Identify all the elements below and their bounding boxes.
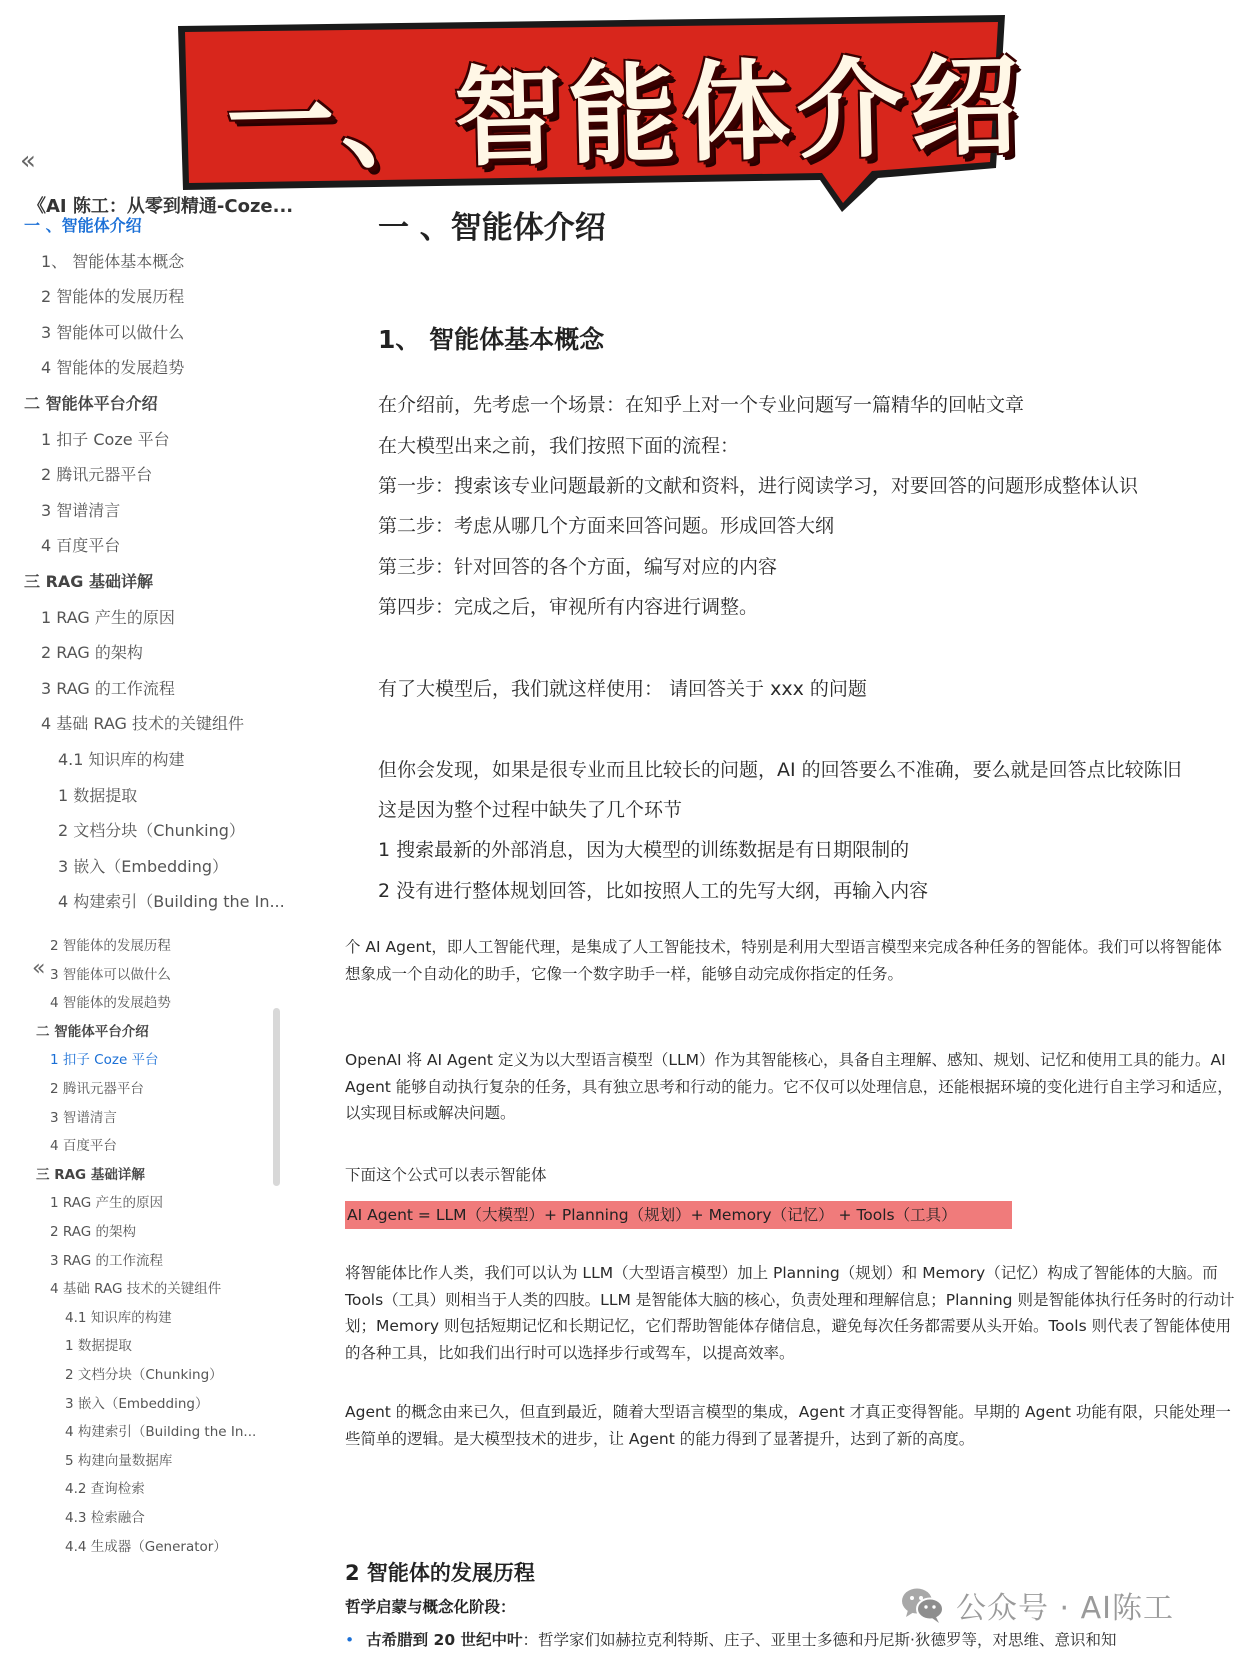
- outline-item[interactable]: 1、 智能体基本概念: [41, 251, 185, 271]
- outline-item[interactable]: 4.1 知识库的构建: [58, 750, 185, 769]
- formula-highlight: AI Agent = LLM（大模型）+ Planning（规划）+ Memory（记忆） + Tools（工具）: [345, 1201, 1012, 1229]
- outline-item[interactable]: 3 RAG 的工作流程: [41, 678, 175, 698]
- outline-item[interactable]: 3 智能体可以做什么: [50, 966, 171, 983]
- outline-item[interactable]: 2 腾讯元器平台: [41, 465, 153, 485]
- outline-item[interactable]: 3 嵌入（Embedding）: [65, 1395, 209, 1412]
- paragraph: 第二步：考虑从哪几个方面来回答问题。形成回答大纲: [378, 515, 835, 537]
- outline-item[interactable]: 2 RAG 的架构: [50, 1224, 136, 1240]
- paragraph: 2 没有进行整体规划回答，比如按照人工的先写大纲，再输入内容: [378, 880, 929, 902]
- outline-item[interactable]: 4 百度平台: [50, 1138, 117, 1155]
- outline-item[interactable]: 4 百度平台: [41, 536, 121, 556]
- outline-item[interactable]: 1 扣子 Coze 平台: [50, 1052, 159, 1069]
- outline-item[interactable]: 3 智谱清言: [50, 1109, 117, 1126]
- outline-item[interactable]: 2 腾讯元器平台: [50, 1081, 144, 1097]
- paragraph: 第四步：完成之后，审视所有内容进行调整。: [378, 596, 759, 618]
- paragraph: 将智能体比作人类，我们可以认为 LLM（大型语言模型）加上 Planning（规划）和 Memory（记忆）构成了智能体的大脑。而 Tools（工具）则相当于人类的四肢。LLM 是智能体大脑的核心，负责处理和理解信息；Planning 则是智能体执行任务时的行动计划；Memory 则包括短期记忆和长期记忆，它们帮助智能体存储信息，避免每次任务都需要从头开始。Tools 则代表了智能体使用的各种工具，比如我们出行时可以选择步行或驾车，以提高效率。: [345, 1264, 1235, 1362]
- outline-item[interactable]: 二 智能体平台介绍: [36, 1023, 149, 1040]
- subsection-heading: 2 智能体的发展历程: [345, 1561, 535, 1585]
- bullet-bold: 古希腊到 20 世纪中叶: [366, 1631, 523, 1649]
- bullet-text: ：哲学家们如赫拉克利特斯、庄子、亚里士多德和丹尼斯·狄德罗等，对思维、意识和知: [522, 1631, 1117, 1649]
- outline-item[interactable]: 4 智能体的发展趋势: [41, 358, 185, 378]
- wechat-icon: [900, 1585, 946, 1625]
- outline-item[interactable]: 5 构建向量数据库: [65, 1452, 173, 1469]
- outline-item[interactable]: 1 RAG 产生的原因: [50, 1195, 163, 1212]
- paragraph: OpenAI 将 AI Agent 定义为以大型语言模型（LLM）作为其智能核心，具备自主理解、感知、规划、记忆和使用工具的能力。AI Agent 能够自动执行复杂的任务，具有独立思考和行动的能力。它不仅可以处理信息，还能根据环境的变化进行自主学习和适应，以实现目标或解决问题。: [345, 1051, 1233, 1122]
- subsection-heading: 1、 智能体基本概念: [378, 325, 605, 354]
- document-body-top: [330, 180, 1242, 940]
- document-title[interactable]: 《AI 陈工：从零到精通-Coze...: [28, 196, 294, 217]
- outline-item[interactable]: 1 数据提取: [65, 1338, 132, 1355]
- outline-item[interactable]: 2 智能体的发展历程: [50, 938, 171, 954]
- outline-item[interactable]: 1 数据提取: [58, 785, 138, 805]
- paragraph: 个 AI Agent，即人工智能代理，是集成了人工智能技术，特别是利用大型语言模型来完成各种任务的智能体。我们可以将智能体想象成一个自动化的助手，它像一个数字助手一样，能够自动完成你指定的任务。: [345, 938, 1222, 983]
- paragraph: 第三步：针对回答的各个方面，编写对应的内容: [378, 556, 778, 578]
- collapse-sidebar-icon[interactable]: «: [20, 146, 36, 176]
- outline-item[interactable]: 4 构建索引（Building the In...: [65, 1424, 257, 1441]
- outline-item[interactable]: 1 扣子 Coze 平台: [41, 429, 170, 449]
- outline-item[interactable]: 3 智谱清言: [41, 500, 121, 520]
- paragraph: 但你会发现，如果是很专业而且比较长的问题，AI 的回答要么不准确，要么就是回答点比较陈旧: [378, 759, 1182, 781]
- outline-item[interactable]: 二 智能体平台介绍: [24, 394, 158, 413]
- minor-heading: 哲学启蒙与概念化阶段：: [345, 1598, 516, 1616]
- sidebar-scrollbar[interactable]: [273, 1008, 280, 1186]
- outline-item[interactable]: 4.4 生成器（Generator）: [65, 1538, 227, 1555]
- outline-item[interactable]: 2 文档分块（Chunking）: [58, 821, 245, 841]
- paragraph: 在大模型出来之前，我们按照下面的流程：: [378, 435, 740, 457]
- paragraph: Agent 的概念由来已久，但直到最近，随着大型语言模型的集成，Agent 才真正变得智能。早期的 Agent 功能有限，只能处理一些简单的逻辑。是大模型技术的进步，让 Agent 的能力得到了显著提升，达到了新的高度。: [345, 1403, 1231, 1448]
- outline-item[interactable]: 2 RAG 的架构: [41, 643, 143, 663]
- outline-item[interactable]: 4.2 查询检索: [65, 1481, 145, 1498]
- outline-sidebar-lower: [0, 938, 330, 1656]
- watermark-text: 公众号 · AI陈工: [956, 1591, 1174, 1626]
- document-body-bottom: [330, 940, 1242, 1656]
- paragraph: 下面这个公式可以表示智能体: [345, 1166, 547, 1184]
- outline-item[interactable]: 4 智能体的发展趋势: [50, 995, 171, 1012]
- outline-sidebar: [0, 180, 330, 940]
- bullet-dot-icon: •: [345, 1631, 355, 1649]
- paragraph: 这是因为整个过程中缺失了几个环节: [378, 799, 683, 821]
- paragraph: 有了大模型后，我们就这样使用： 请回答关于 xxx 的问题: [378, 678, 867, 700]
- outline-item[interactable]: 4 基础 RAG 技术的关键组件: [50, 1281, 222, 1298]
- collapse-sidebar-icon[interactable]: «: [32, 956, 46, 981]
- paragraph: 1 搜索最新的外部消息，因为大模型的训练数据是有日期限制的: [378, 839, 910, 861]
- outline-item[interactable]: 4 构建索引（Building the In...: [58, 892, 285, 912]
- watermark: [900, 1580, 1174, 1630]
- outline-item[interactable]: 三 RAG 基础详解: [24, 572, 153, 591]
- outline-item[interactable]: 2 文档分块（Chunking）: [65, 1367, 223, 1383]
- outline-item[interactable]: 2 智能体的发展历程: [41, 287, 185, 307]
- bullet-item: [345, 1628, 1116, 1650]
- outline-item[interactable]: 4.1 知识库的构建: [65, 1309, 172, 1326]
- outline-item[interactable]: 4 基础 RAG 技术的关键组件: [41, 714, 244, 734]
- outline-item[interactable]: 4.3 检索融合: [65, 1510, 145, 1526]
- outline-item[interactable]: 三 RAG 基础详解: [36, 1166, 145, 1183]
- outline-item[interactable]: 1 RAG 产生的原因: [41, 607, 175, 627]
- paragraph: 在介绍前，先考虑一个场景：在知乎上对一个专业问题写一篇精华的回帖文章: [378, 394, 1025, 416]
- section-heading: 一 、智能体介绍: [378, 210, 606, 246]
- banner-title: 一、智能体介绍: [224, 43, 1026, 187]
- outline-item[interactable]: 一 、智能体介绍: [24, 216, 142, 235]
- outline-item[interactable]: 3 嵌入（Embedding）: [58, 856, 229, 876]
- outline-item[interactable]: 3 RAG 的工作流程: [50, 1252, 163, 1269]
- paragraph: 第一步：搜索该专业问题最新的文献和资料，进行阅读学习，对要回答的问题形成整体认识: [378, 475, 1139, 497]
- outline-item[interactable]: 3 智能体可以做什么: [41, 322, 185, 342]
